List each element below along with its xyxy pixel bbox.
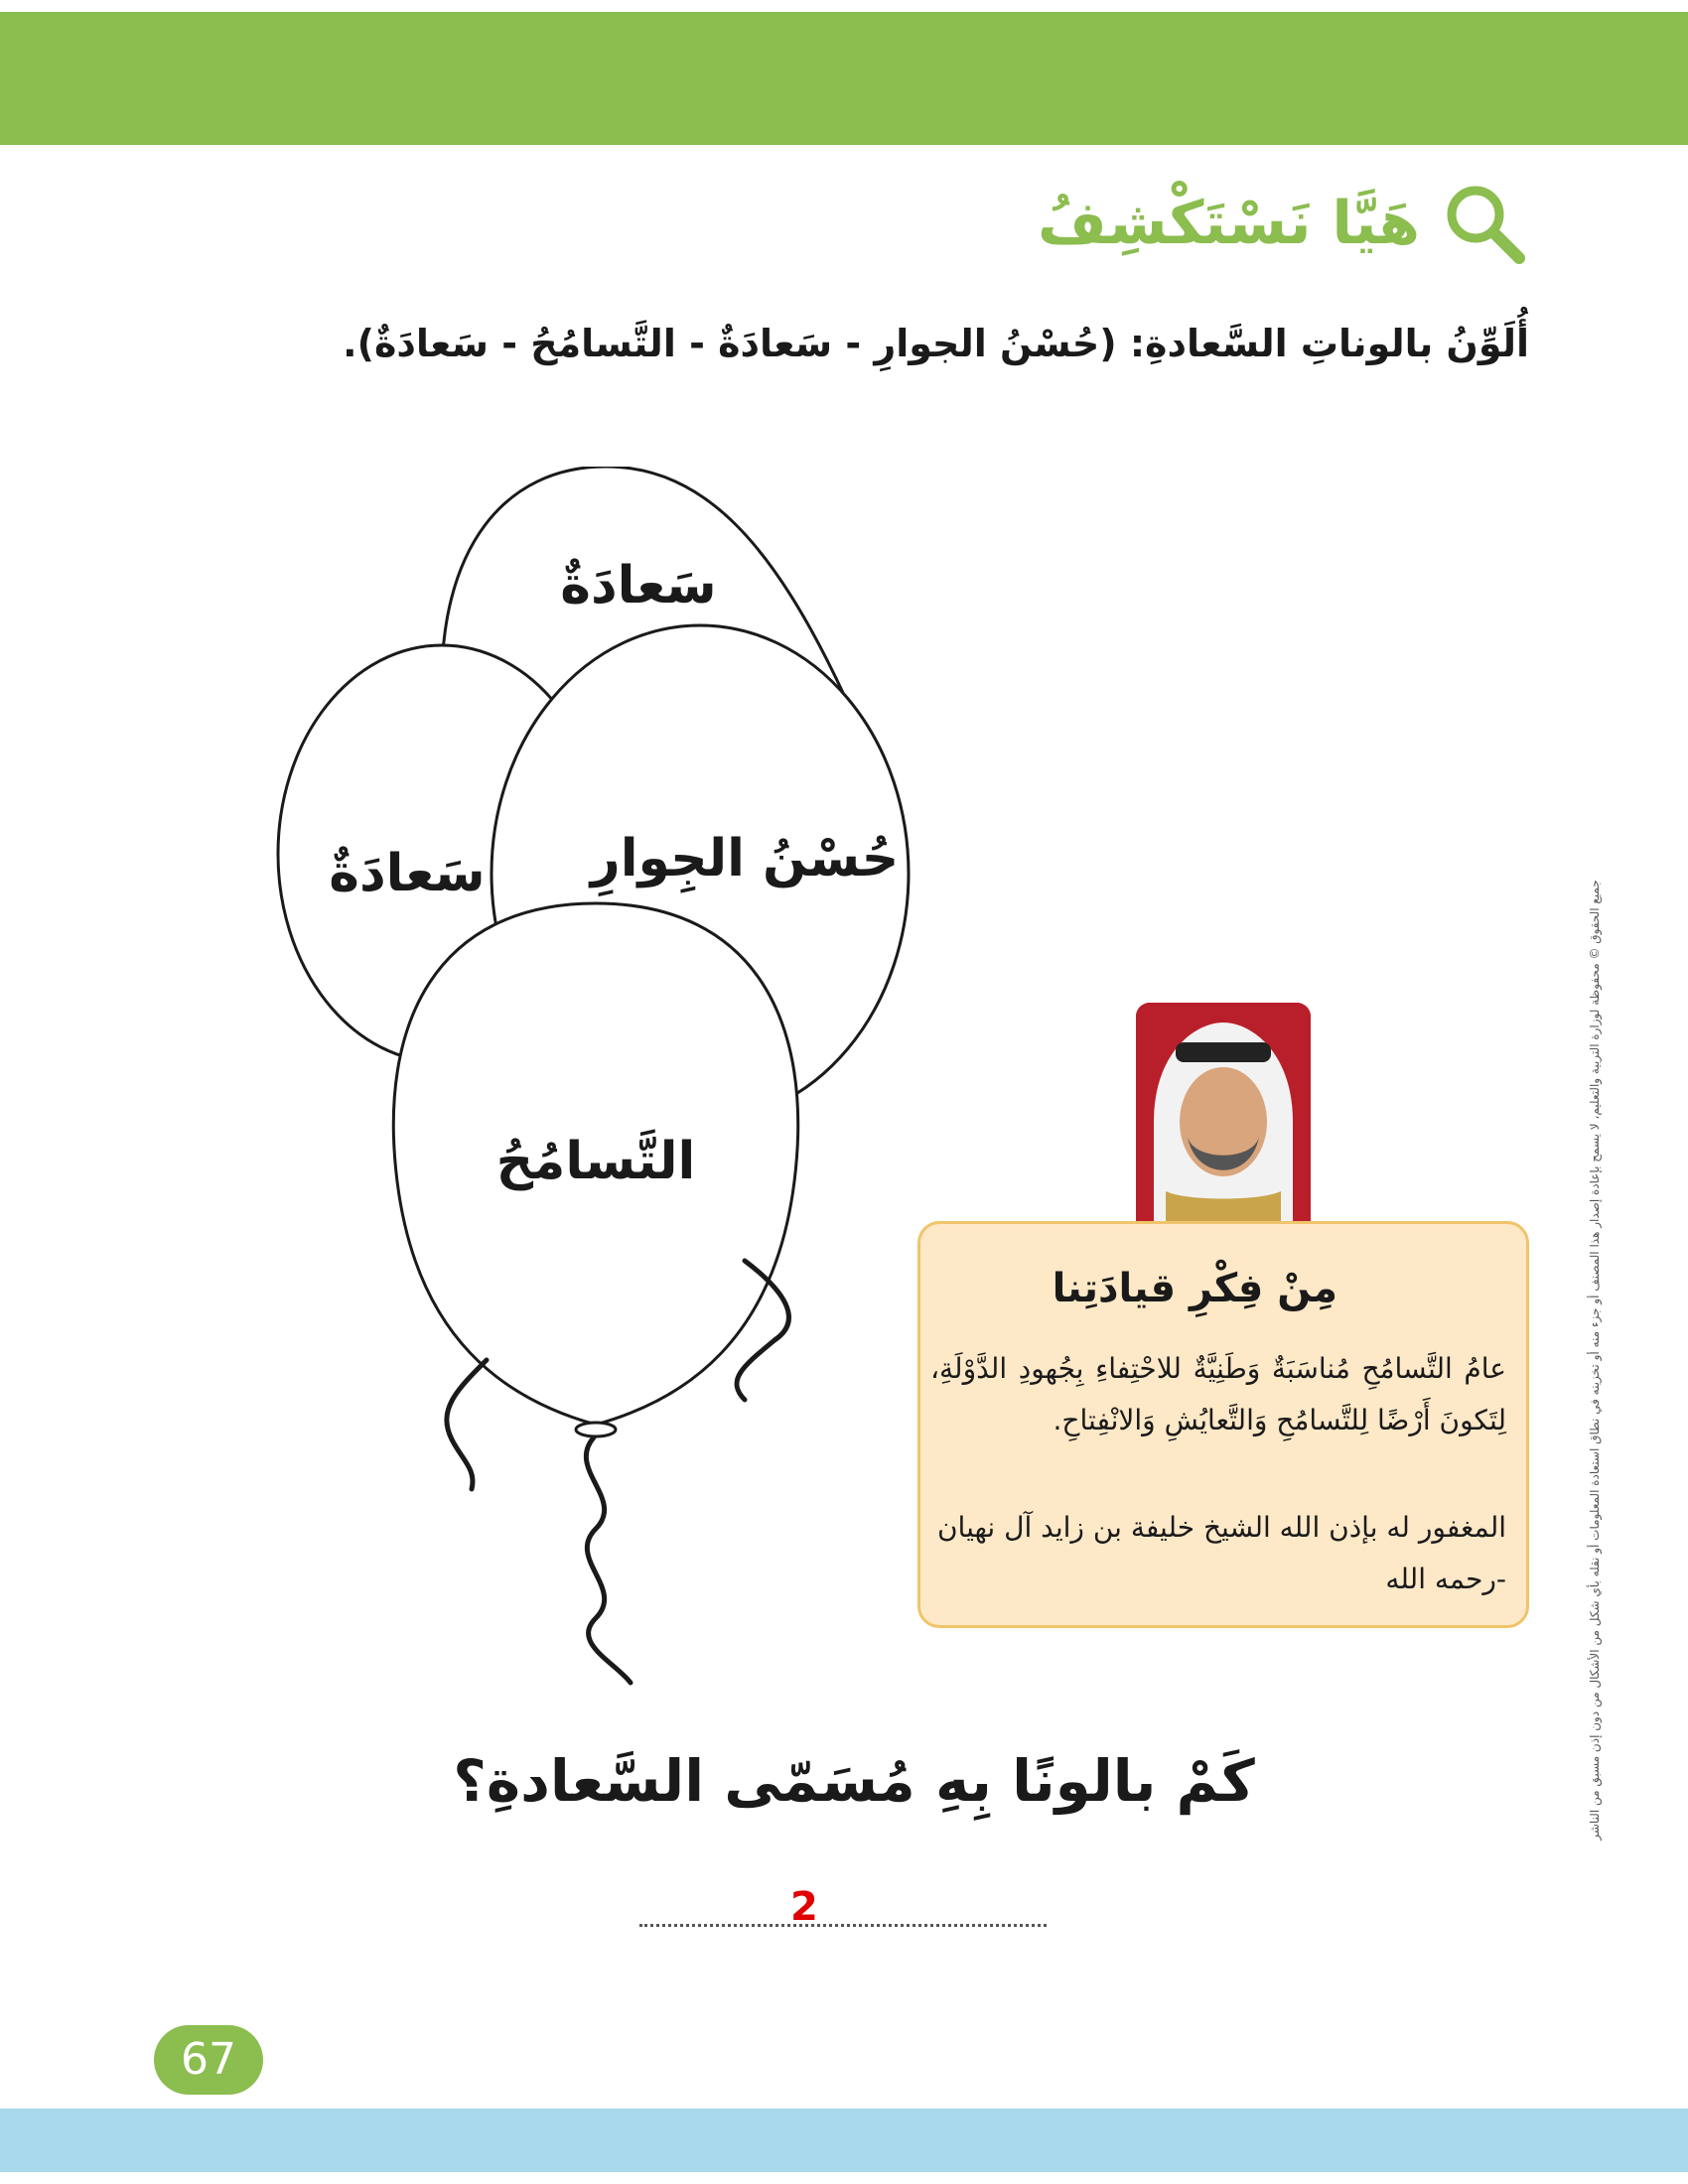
portrait-image [1136, 1003, 1311, 1221]
question-text: كَمْ بالونًا بِهِ مُسَمّى السَّعادةِ؟ [453, 1747, 1255, 1815]
balloon-right-label: حُسْنُ الجِوارِ [590, 829, 900, 888]
copyright-note [1586, 774, 1604, 1946]
leader-portrait [1136, 1003, 1311, 1221]
card-title: مِنْ فِكْرِ قيادَتِنا [1052, 1266, 1337, 1311]
balloons-drawing [248, 467, 1003, 1688]
balloon-knot [576, 1423, 616, 1436]
answer-dotted-line [639, 1924, 1047, 1927]
balloon-bottom-label: التَّسامُحُ [495, 1132, 696, 1191]
page-number: 67 [154, 2025, 263, 2095]
leadership-quote-card [917, 1221, 1529, 1628]
copyright-text: جميع الحقوق © محفوظة لوزارة التربية والتعليم، لا يسمح بإعادة إصدار هذا المصنف أو جزء منه أو تخزينه في نطاق استعادة المعلومات أو نقله بأي شكل من الأشكال من دون إذن مسبق من الناشر [1588, 880, 1602, 1841]
section-heading [1038, 179, 1529, 268]
balloon-top-label: سَعادَةٌ [560, 556, 717, 615]
top-banner [0, 12, 1688, 145]
balloons-illustration [248, 467, 1003, 1692]
card-author: المغفور له بإذن الله الشيخ خليفة بن زايد آل نهيان -رحمه الله [936, 1511, 1506, 1595]
section-title: هَيَّا نَسْتَكْشِفُ [1038, 189, 1420, 258]
balloon-left-label: سَعادَةٌ [329, 844, 486, 903]
magnifying-glass-icon [1440, 179, 1529, 268]
card-quote: عامُ التَّسامُحِ مُناسَبَةٌ وَطَنِيَّةٌ للاحْتِفاءِ بِجُهودِ الدَّوْلَةِ، لِتَكونَ أَرْضًا لِلتَّسامُحِ وَالتَّعايُشِ وَالانْفِتاحِ. [930, 1352, 1506, 1436]
answer-text: 2 [790, 1884, 818, 1930]
instruction-text: أُلَوِّنُ بالوناتِ السَّعادةِ: (حُسْنُ الجوارِ - سَعادَةٌ - التَّسامُحُ - سَعادَةٌ). [343, 322, 1529, 365]
bottom-banner [0, 2109, 1688, 2172]
